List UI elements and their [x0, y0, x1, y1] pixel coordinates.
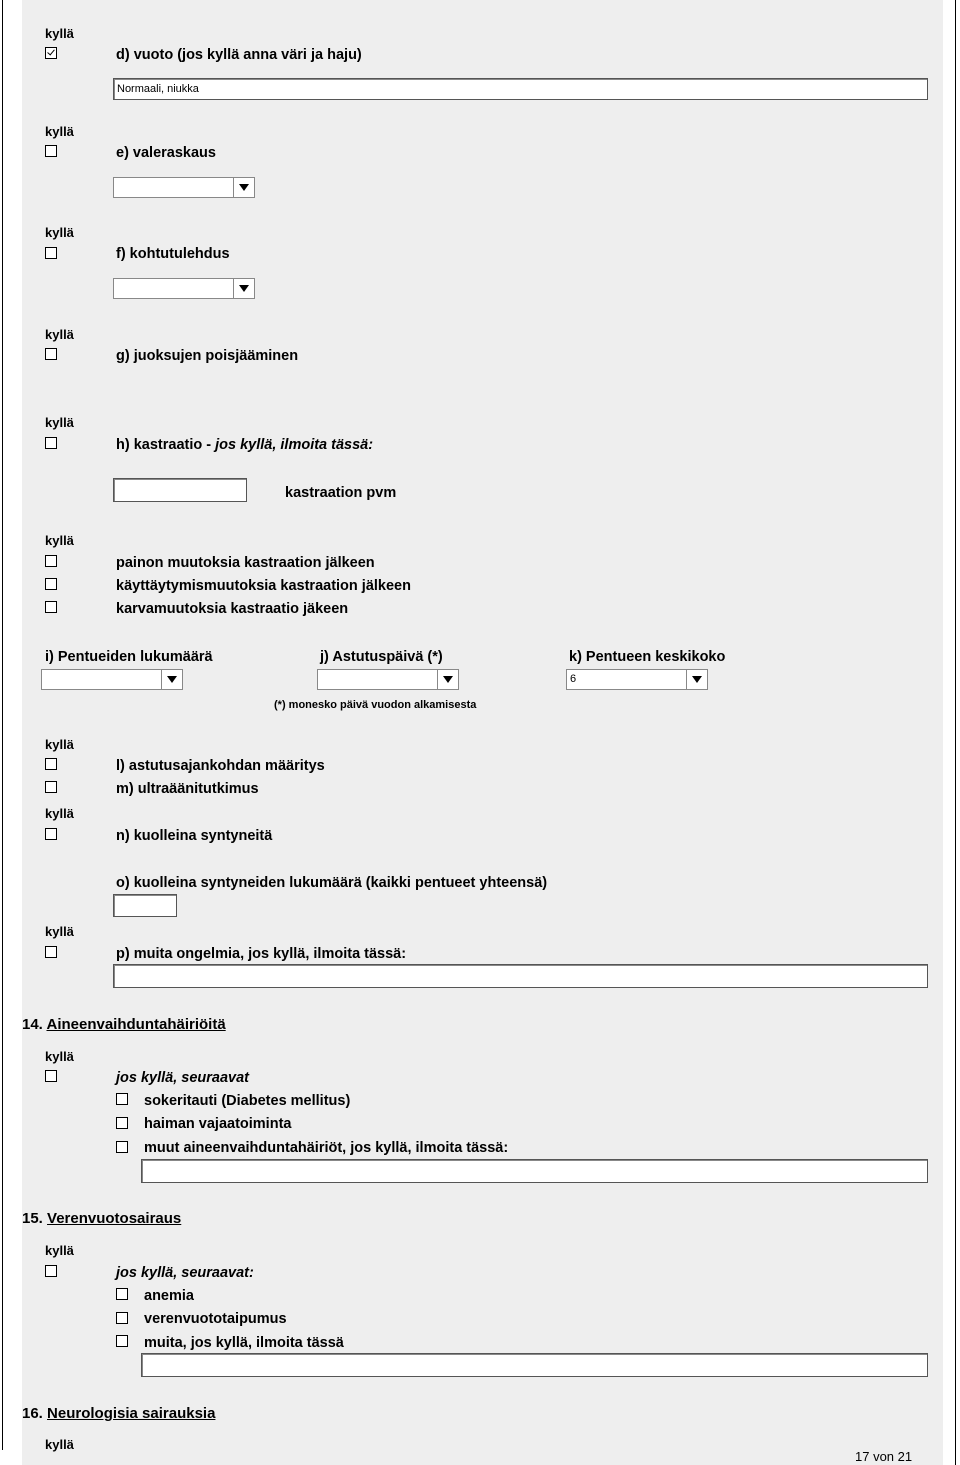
checkbox-e[interactable]	[45, 145, 57, 157]
kylla-header: kyllä	[45, 26, 74, 41]
label-k: k) Pentueen keskikoko	[569, 649, 726, 665]
select-j[interactable]	[317, 669, 459, 690]
kylla-header: kyllä	[45, 124, 74, 139]
right-border	[955, 0, 956, 1465]
kylla-header: kyllä	[45, 533, 74, 548]
label-p: p) muita ongelmia, jos kyllä, ilmoita tässä:	[116, 946, 407, 962]
kylla-header: kyllä	[45, 924, 74, 939]
label-g: g) juoksujen poisjääminen	[116, 348, 299, 364]
checkbox-pancreas[interactable]	[116, 1117, 128, 1129]
checkbox-diabetes[interactable]	[116, 1093, 128, 1105]
chevron-down-icon[interactable]	[161, 670, 182, 689]
checkbox-f[interactable]	[45, 247, 57, 259]
label-metabolic-other: muut aineenvaihduntahäiriöt, jos kyllä, ilmoita tässä:	[144, 1140, 509, 1156]
checkbox-behavior-change[interactable]	[45, 578, 57, 590]
section-16-number: 16.	[22, 1405, 43, 1422]
section-14-title: Aineenvaihduntahäiriöitä	[46, 1016, 226, 1033]
form-panel	[22, 0, 943, 1465]
label-f: f) kohtutulehdus	[116, 246, 230, 262]
kylla-header: kyllä	[45, 327, 74, 342]
select-e[interactable]	[113, 177, 255, 198]
checkbox-weight-change[interactable]	[45, 555, 57, 567]
checkbox-l[interactable]	[45, 758, 57, 770]
note-j: (*) monesko päivä vuodon alkamisesta	[274, 699, 477, 711]
select-k[interactable]	[566, 669, 708, 690]
label-pancreas: haiman vajaatoiminta	[144, 1116, 292, 1132]
label-bleeding: verenvuototaipumus	[144, 1311, 287, 1327]
kylla-header: kyllä	[45, 737, 74, 752]
input-bleeding-other[interactable]	[141, 1353, 928, 1377]
input-p-other[interactable]	[113, 964, 928, 988]
section-16-heading	[22, 1405, 215, 1422]
label-d: d) vuoto (jos kyllä anna väri ja haju)	[116, 47, 362, 63]
kylla-header: kyllä	[45, 806, 74, 821]
label-h	[116, 437, 373, 453]
label-n: n) kuolleina syntyneitä	[116, 828, 273, 844]
chevron-down-icon[interactable]	[233, 178, 254, 197]
chevron-down-icon[interactable]	[233, 279, 254, 298]
label-weight-change: painon muutoksia kastraation jälkeen	[116, 555, 375, 571]
input-d-description[interactable]: Normaali, niukka	[113, 78, 928, 100]
chevron-down-icon[interactable]	[686, 670, 707, 689]
label-h-prefix: h) kastraatio -	[116, 437, 216, 453]
section-14-heading	[22, 1016, 226, 1033]
checkbox-15[interactable]	[45, 1265, 57, 1277]
checkbox-d[interactable]	[45, 47, 57, 59]
checkbox-g[interactable]	[45, 348, 57, 360]
label-coat-change: karvamuutoksia kastraatio jäkeen	[116, 601, 349, 617]
checkbox-metabolic-other[interactable]	[116, 1141, 128, 1153]
section-15-title: Verenvuotosairaus	[47, 1210, 182, 1227]
input-castration-date[interactable]	[113, 478, 247, 502]
kylla-header: kyllä	[45, 225, 74, 240]
label-o: o) kuolleina syntyneiden lukumäärä (kaikki pentueet yhteensä)	[116, 875, 548, 891]
section-14-number: 14.	[22, 1016, 43, 1033]
checkbox-14[interactable]	[45, 1070, 57, 1082]
label-i: i) Pentueiden lukumäärä	[45, 649, 213, 665]
label-diabetes: sokeritauti (Diabetes mellitus)	[144, 1093, 351, 1109]
select-i[interactable]	[41, 669, 183, 690]
label-anemia: anemia	[144, 1288, 194, 1304]
checkbox-bleeding-other[interactable]	[116, 1335, 128, 1347]
select-k-value: 6	[570, 673, 577, 685]
section-15-intro: jos kyllä, seuraavat:	[116, 1265, 254, 1281]
input-metabolic-other[interactable]	[141, 1159, 928, 1183]
checkbox-bleeding[interactable]	[116, 1312, 128, 1324]
label-bleeding-other: muita, jos kyllä, ilmoita tässä	[144, 1335, 344, 1351]
label-m: m) ultraäänitutkimus	[116, 781, 259, 797]
label-j: j) Astutuspäivä (*)	[320, 649, 443, 665]
section-16-title: Neurologisia sairauksia	[47, 1405, 216, 1422]
input-o-count[interactable]	[113, 894, 177, 917]
checkbox-n[interactable]	[45, 828, 57, 840]
kylla-header: kyllä	[45, 1049, 74, 1064]
checkbox-m[interactable]	[45, 781, 57, 793]
checkbox-anemia[interactable]	[116, 1288, 128, 1300]
chevron-down-icon[interactable]	[437, 670, 458, 689]
left-border	[2, 0, 3, 1450]
checkbox-h[interactable]	[45, 437, 57, 449]
label-behavior-change: käyttäytymismuutoksia kastraation jälkeen	[116, 578, 411, 594]
checkbox-p[interactable]	[45, 946, 57, 958]
kylla-header: kyllä	[45, 1437, 74, 1452]
label-l: l) astutusajankohdan määritys	[116, 758, 325, 774]
kylla-header: kyllä	[45, 1243, 74, 1258]
checkbox-coat-change[interactable]	[45, 601, 57, 613]
label-h-instruction: jos kyllä, ilmoita tässä:	[215, 437, 374, 453]
kylla-header: kyllä	[45, 415, 74, 430]
section-15-number: 15.	[22, 1210, 43, 1227]
section-15-heading	[22, 1210, 181, 1227]
castration-date-label: kastraation pvm	[285, 485, 397, 501]
select-f[interactable]	[113, 278, 255, 299]
page-number: 17 von 21	[855, 1449, 913, 1464]
section-14-intro: jos kyllä, seuraavat	[116, 1070, 249, 1086]
label-e: e) valeraskaus	[116, 145, 216, 161]
